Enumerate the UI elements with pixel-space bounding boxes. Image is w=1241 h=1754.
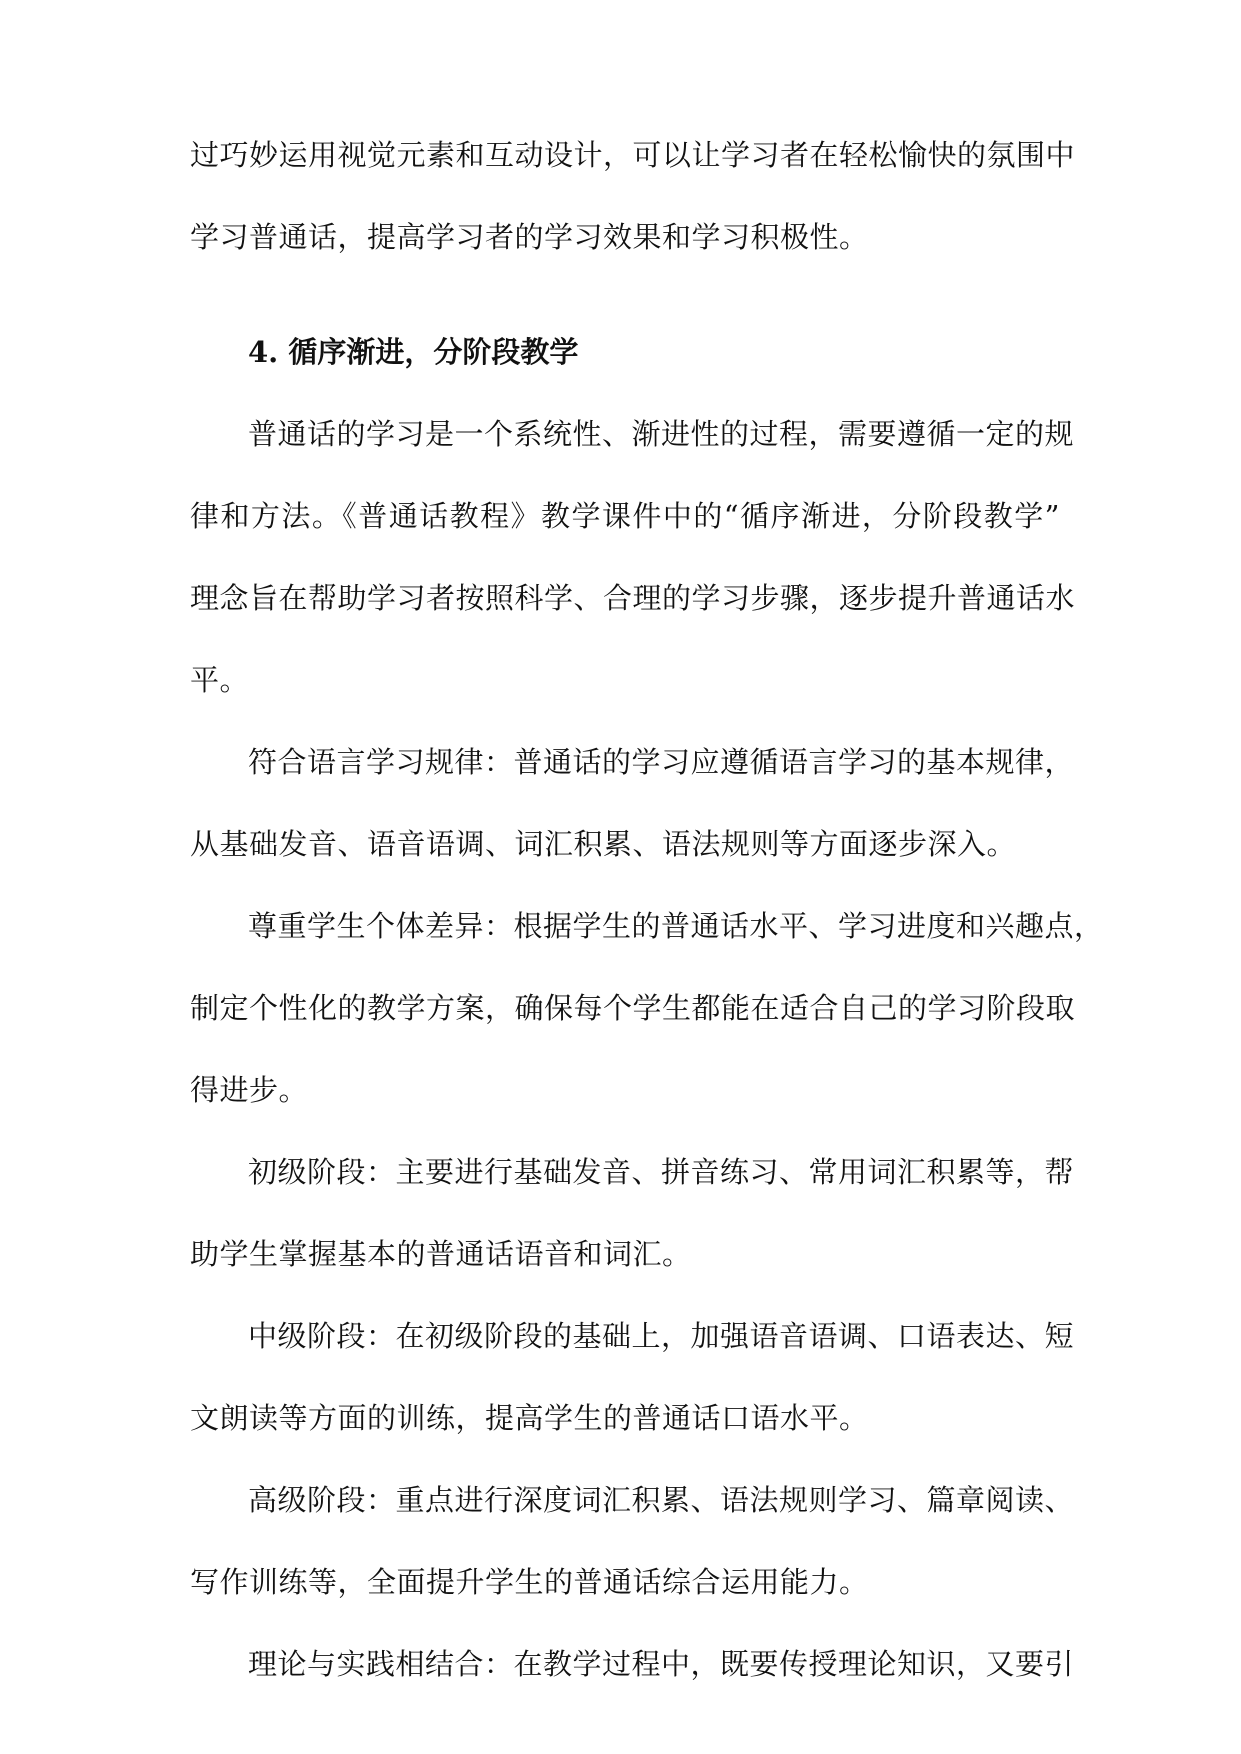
paragraph-line: 写作训练等，全面提升学生的普通话综合运用能力。 <box>190 1565 869 1599</box>
paragraph-line: 普通话的学习是一个系统性、渐进性的过程，需要遵循一定的规 <box>248 417 1075 451</box>
paragraph-line: 符合语言学习规律：普通话的学习应遵循语言学习的基本规律， <box>248 745 1075 779</box>
section-heading: 4. 循序渐进，分阶段教学 <box>248 335 579 369</box>
paragraph-line: 文朗读等方面的训练，提高学生的普通话口语水平。 <box>190 1401 869 1435</box>
paragraph-line: 得进步。 <box>190 1073 309 1107</box>
paragraph-line: 尊重学生个体差异：根据学生的普通话水平、学习进度和兴趣点， <box>248 909 1104 943</box>
paragraph-line: 助学生掌握基本的普通话语音和词汇。 <box>190 1237 692 1271</box>
paragraph-line: 平。 <box>190 663 250 697</box>
paragraph-line: 理念旨在帮助学习者按照科学、合理的学习步骤，逐步提升普通话水 <box>190 581 1076 615</box>
paragraph-line: 过巧妙运用视觉元素和互动设计，可以让学习者在轻松愉快的氛围中 <box>190 138 1076 172</box>
paragraph-line: 高级阶段：重点进行深度词汇积累、语法规则学习、篇章阅读、 <box>248 1483 1075 1517</box>
paragraph-line: 从基础发音、语音语调、词汇积累、语法规则等方面逐步深入。 <box>190 827 1017 861</box>
paragraph-line: 律和方法。《普通话教程》教学课件中的“循序渐进，分阶段教学” <box>190 499 1060 533</box>
paragraph-line: 制定个性化的教学方案，确保每个学生都能在适合自己的学习阶段取 <box>190 991 1076 1025</box>
paragraph-line: 初级阶段：主要进行基础发音、拼音练习、常用词汇积累等，帮 <box>248 1155 1075 1189</box>
paragraph-line: 理论与实践相结合：在教学过程中，既要传授理论知识，又要引 <box>248 1647 1075 1681</box>
paragraph-line: 中级阶段：在初级阶段的基础上，加强语音语调、口语表达、短 <box>248 1319 1075 1353</box>
paragraph-line: 学习普通话，提高学习者的学习效果和学习积极性。 <box>190 220 869 254</box>
